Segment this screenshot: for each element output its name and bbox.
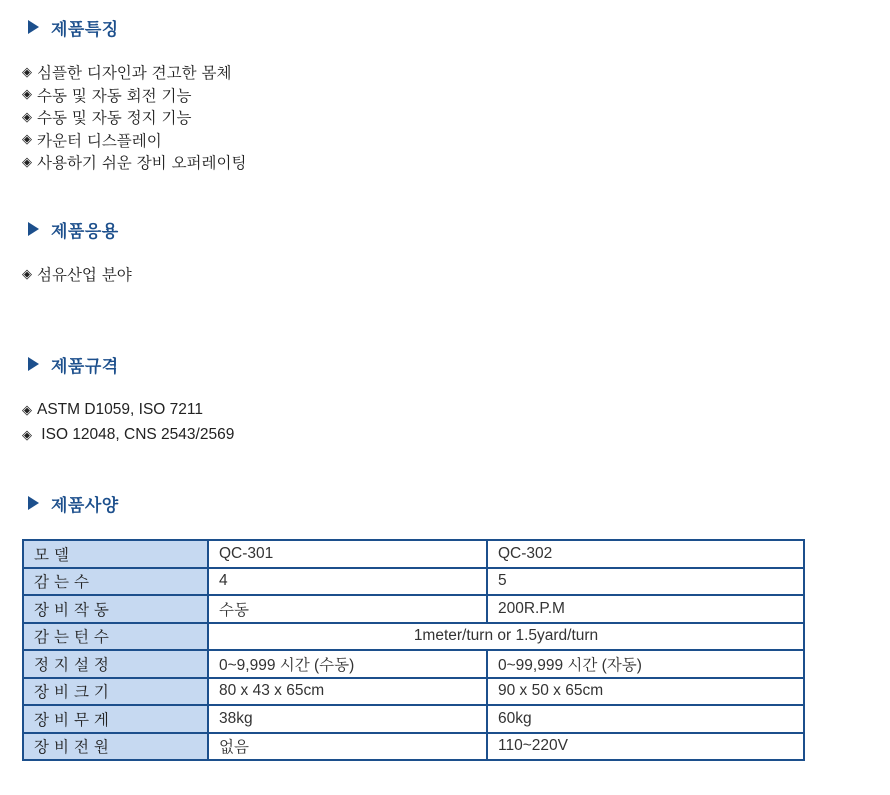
cell-value-a: 38kg — [208, 705, 487, 733]
list-item — [22, 397, 234, 422]
table-row — [23, 678, 804, 706]
cell-value-a: 80 x 43 x 65cm — [208, 678, 487, 706]
cell-value-a: 0~9,999 시간 (수동) — [208, 650, 487, 678]
row-label: 장비전원 — [23, 733, 208, 761]
diamond-bullet-icon: ◈ — [22, 132, 32, 148]
list-item-text: 섬유산업 분야 — [37, 266, 132, 285]
specifications-table — [22, 539, 805, 761]
list-item — [22, 61, 246, 84]
diamond-bullet-icon: ◈ — [22, 64, 32, 80]
applications-list — [22, 263, 132, 286]
list-item-text: 수동 및 자동 회전 기능 — [37, 86, 192, 105]
table-row — [23, 733, 804, 761]
list-item — [22, 151, 246, 174]
list-item-text: 수동 및 자동 정지 기능 — [37, 109, 192, 128]
diamond-bullet-icon: ◈ — [22, 266, 32, 282]
cell-value-a: 없음 — [208, 733, 487, 761]
list-item-text: 사용하기 쉬운 장비 오퍼레이팅 — [37, 154, 247, 173]
triangle-bullet-icon — [28, 222, 39, 236]
row-label: 정지설정 — [23, 650, 208, 678]
list-item — [22, 263, 132, 286]
cell-value-b: 110~220V — [487, 733, 804, 761]
cell-value-a: 4 — [208, 568, 487, 596]
cell-value-b: QC-302 — [487, 540, 804, 568]
list-item — [22, 106, 246, 129]
cell-value-b: 60kg — [487, 705, 804, 733]
triangle-bullet-icon — [28, 20, 39, 34]
table-row — [23, 540, 804, 568]
list-item — [22, 84, 246, 107]
diamond-bullet-icon: ◈ — [22, 426, 32, 442]
features-list — [22, 61, 246, 174]
table-row — [23, 650, 804, 678]
row-label: 모델 — [23, 540, 208, 568]
row-label: 감는수 — [23, 568, 208, 596]
cell-value-merged: 1meter/turn or 1.5yard/turn — [208, 623, 804, 651]
diamond-bullet-icon: ◈ — [22, 401, 32, 417]
list-item-text: ASTM D1059, ISO 7211 — [37, 400, 203, 418]
row-label: 감는턴수 — [23, 623, 208, 651]
applications-heading — [28, 217, 119, 241]
cell-value-a: QC-301 — [208, 540, 487, 568]
triangle-bullet-icon — [28, 357, 39, 371]
row-label: 장비크기 — [23, 678, 208, 706]
diamond-bullet-icon: ◈ — [22, 109, 32, 125]
list-item-text: 카운터 디스플레이 — [37, 131, 162, 150]
cell-value-b: 90 x 50 x 65cm — [487, 678, 804, 706]
cell-value-b: 5 — [487, 568, 804, 596]
applications-title: 제품응용 — [51, 221, 119, 242]
specifications-heading — [28, 491, 119, 515]
standards-list — [22, 397, 234, 447]
row-label: 장비무게 — [23, 705, 208, 733]
list-item — [22, 422, 234, 447]
features-heading — [28, 15, 119, 39]
table-row — [23, 595, 804, 623]
row-label: 장비작동 — [23, 595, 208, 623]
standards-title: 제품규격 — [51, 356, 119, 377]
specifications-title: 제품사양 — [51, 495, 119, 516]
list-item-text: 심플한 디자인과 견고한 몸체 — [37, 64, 232, 83]
standards-heading — [28, 352, 119, 376]
table-row — [23, 623, 804, 651]
cell-value-a: 수동 — [208, 595, 487, 623]
table-row — [23, 568, 804, 596]
diamond-bullet-icon: ◈ — [22, 154, 32, 170]
features-title: 제품특징 — [51, 19, 119, 40]
list-item-text: ISO 12048, CNS 2543/2569 — [37, 425, 235, 443]
cell-value-b: 0~99,999 시간 (자동) — [487, 650, 804, 678]
list-item — [22, 129, 246, 152]
triangle-bullet-icon — [28, 496, 39, 510]
table-row — [23, 705, 804, 733]
diamond-bullet-icon: ◈ — [22, 87, 32, 103]
cell-value-b: 200R.P.M — [487, 595, 804, 623]
